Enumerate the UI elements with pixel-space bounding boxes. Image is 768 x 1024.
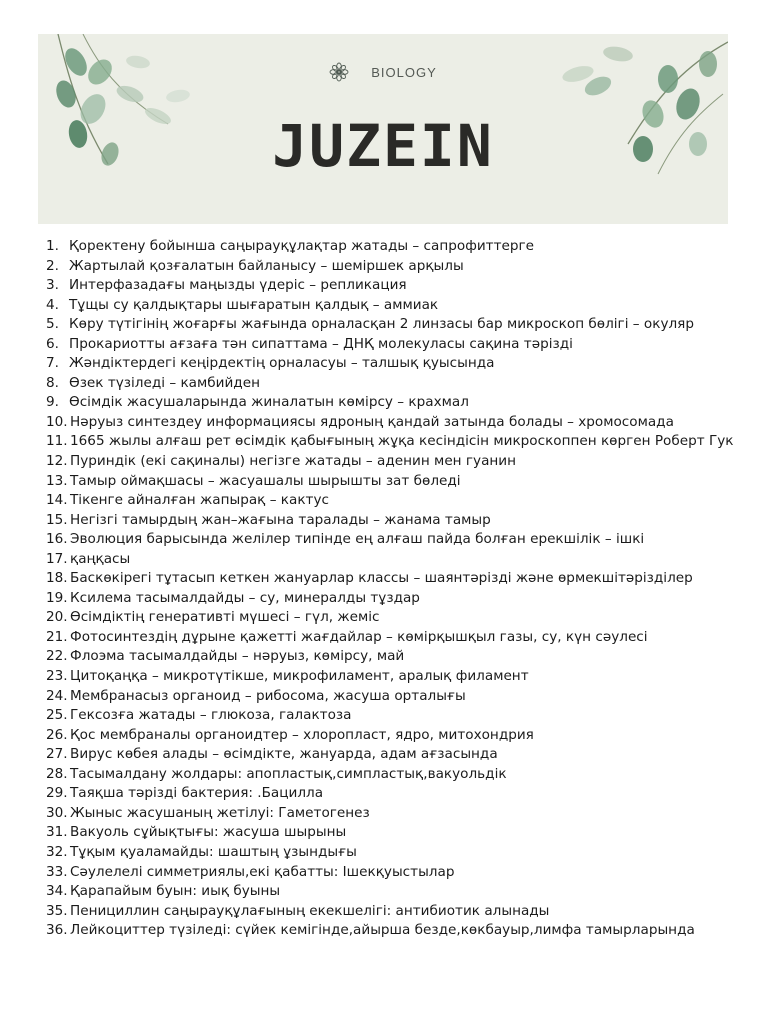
- list-item: [46, 745, 746, 765]
- list-item: [46, 335, 746, 355]
- item-number: 28.: [46, 765, 68, 782]
- qa-list: [46, 237, 746, 941]
- kicker-label: BIOLOGY: [371, 64, 437, 80]
- item-number: 1.: [46, 238, 59, 254]
- item-text: Лейкоциттер түзіледі: сүйек кемігінде,айырша безде,көкбауыр,лимфа тамырларында: [70, 922, 695, 939]
- list-item: [46, 687, 746, 707]
- item-text: Таяқша тәрізді бактерия: .Бацилла: [70, 785, 324, 802]
- item-text: Негізгі тамырдың жан–жағына таралады – жанама тамыр: [70, 511, 491, 528]
- item-number: 10.: [46, 413, 68, 430]
- item-number: 20.: [46, 609, 68, 626]
- item-text: Жыныс жасушаның жетілуі: Гаметогенез: [70, 804, 370, 821]
- list-item: [46, 784, 746, 804]
- item-text: Жартылай қозғалатын байланысу – шеміршек арқылы: [69, 257, 464, 274]
- item-number: 16.: [46, 531, 68, 548]
- list-item: [46, 726, 746, 746]
- list-item: [46, 667, 746, 687]
- item-number: 6.: [46, 335, 59, 352]
- item-number: 21.: [46, 628, 68, 645]
- list-item: [46, 296, 746, 316]
- item-text: Флоэма тасымалдайды – нәруыз, көмірсу, май: [70, 648, 405, 665]
- item-number: 35.: [46, 902, 68, 919]
- list-item: [46, 647, 746, 667]
- item-number: 19.: [46, 589, 68, 606]
- item-text: Тасымалдану жолдары: апопластық,симпластық,вакуольдік: [70, 765, 507, 782]
- list-item: [46, 589, 746, 609]
- item-number: 23.: [46, 668, 68, 685]
- item-text: Вирус көбея алады – өсімдікте, жануарда, адам ағзасында: [70, 746, 498, 763]
- list-item: [46, 257, 746, 277]
- item-text: Пуриндік (екі сақиналы) негізге жатады – аденин мен гуанин: [70, 453, 517, 470]
- item-text: Фотосинтездің дұрыне қажетті жағдайлар – көмірқышқыл газы, су, күн сәулесі: [70, 628, 648, 645]
- list-item: [46, 823, 746, 843]
- item-number: 18.: [46, 570, 68, 587]
- item-number: 14.: [46, 492, 68, 509]
- page-title: JUZEIN: [272, 112, 494, 180]
- item-text: Өзек түзіледі – камбийден: [69, 374, 260, 391]
- item-text: Прокариотты ағзаға тән сипаттама – ДНҚ молекуласы сақина тәрізді: [69, 335, 573, 352]
- item-number: 27.: [46, 746, 68, 763]
- item-text: Вакуоль сұйықтығы: жасуша шырыны: [70, 824, 347, 841]
- list-item: [46, 569, 746, 589]
- item-number: 25.: [46, 707, 68, 724]
- item-text: Жәндіктердегі кеңірдектің орналасуы – талшық қуысында: [69, 355, 495, 372]
- item-text: Қарапайым буын: иық буыны: [70, 883, 281, 900]
- item-number: 8.: [46, 374, 59, 391]
- list-item: [46, 863, 746, 883]
- item-text: Ксилема тасымалдайды – су, минералды тұздар: [70, 589, 420, 606]
- list-item: [46, 413, 746, 433]
- item-text: Интерфазадағы маңызды үдеріс – репликация: [69, 277, 407, 294]
- list-item: [46, 921, 746, 941]
- item-number: 22.: [46, 648, 68, 665]
- item-number: 13.: [46, 472, 68, 489]
- item-text: қаңқасы: [70, 550, 131, 567]
- header-kicker: [38, 62, 728, 82]
- item-number: 24.: [46, 687, 68, 704]
- flower-icon: [329, 62, 349, 82]
- list-item: [46, 393, 746, 413]
- item-text: Мембранасыз органоид – рибосома, жасуша орталығы: [70, 687, 466, 704]
- item-text: Сәулелелі симметриялы,екі қабатты: Ішекқуыстылар: [70, 863, 455, 880]
- list-item: [46, 452, 746, 472]
- list-item: [46, 354, 746, 374]
- list-item: [46, 374, 746, 394]
- list-item: [46, 432, 746, 452]
- item-text: Гексозға жатады – глюкоза, галактоза: [70, 707, 352, 724]
- header-banner: [38, 34, 728, 224]
- item-text: Өсімдік жасушаларында жиналатын көмірсу – крахмал: [69, 394, 469, 411]
- item-number: 11.: [46, 433, 68, 450]
- list-item: [46, 765, 746, 785]
- item-number: 33.: [46, 863, 68, 880]
- item-text: Эволюция барысында желілер типінде ең алғаш пайда болған ерекшілік – ішкі: [70, 531, 645, 548]
- item-number: 32.: [46, 843, 68, 860]
- item-number: 31.: [46, 824, 68, 841]
- list-item: [46, 276, 746, 296]
- item-number: 34.: [46, 883, 68, 900]
- item-text: Цитоқаңқа – микротүтікше, микрофиламент, аралық филамент: [70, 668, 529, 685]
- item-text: Пенициллин саңырауқұлағының екекшелігі: антибиотик алынады: [70, 902, 550, 919]
- list-item: [46, 237, 746, 257]
- item-number: 4.: [46, 296, 59, 313]
- item-number: 5.: [46, 316, 59, 333]
- item-number: 7.: [46, 355, 59, 372]
- item-text: Тұқым қуаламайды: шаштың ұзындығы: [70, 843, 357, 860]
- list-item: [46, 843, 746, 863]
- list-item: [46, 882, 746, 902]
- list-item: [46, 511, 746, 531]
- item-text: Нәруыз синтездеу информациясы ядроның қандай затында болады – хромосомада: [70, 413, 674, 430]
- item-text: Қоректену бойынша саңырауқұлақтар жатады – сапрофиттерге: [69, 238, 534, 254]
- list-item: [46, 902, 746, 922]
- list-item: [46, 491, 746, 511]
- list-item: [46, 530, 746, 550]
- item-text: Тамыр оймақшасы – жасуашалы шырышты зат бөледі: [70, 472, 461, 489]
- item-text: Тұщы су қалдықтары шығаратын қалдық – аммиак: [69, 296, 439, 313]
- list-item: [46, 550, 746, 570]
- item-text: Көру түтігінің жоғарғы жағында орналасқан 2 линзасы бар микроскоп бөлігі – окуляр: [69, 316, 694, 333]
- item-number: 17.: [46, 550, 68, 567]
- list-item: [46, 804, 746, 824]
- item-text: Бaскөкірегі тұтасып кеткен жануарлар классы – шаянтәрізді және өрмекшітәрізділер: [70, 570, 693, 587]
- list-item: [46, 315, 746, 335]
- item-text: Өсімдіктің генеративті мүшесі – гүл, жеміс: [70, 609, 380, 626]
- item-number: 2.: [46, 257, 59, 274]
- item-text: 1665 жылы алғаш рет өсімдік қабығының жұқа кесіндісін микроскоппен көрген Роберт Гук: [70, 433, 734, 450]
- item-number: 30.: [46, 804, 68, 821]
- item-text: Қос мембраналы органоидтер – хлоропласт, ядро, митохондрия: [70, 726, 534, 743]
- list-item: [46, 608, 746, 628]
- item-number: 12.: [46, 453, 68, 470]
- item-text: Тікенге айналған жапырақ – кактус: [70, 492, 329, 509]
- list-item: [46, 628, 746, 648]
- item-number: 36.: [46, 922, 68, 939]
- item-number: 3.: [46, 277, 59, 294]
- item-number: 15.: [46, 511, 68, 528]
- item-number: 9.: [46, 394, 59, 411]
- list-item: [46, 472, 746, 492]
- list-item: [46, 706, 746, 726]
- item-number: 26.: [46, 726, 68, 743]
- item-number: 29.: [46, 785, 68, 802]
